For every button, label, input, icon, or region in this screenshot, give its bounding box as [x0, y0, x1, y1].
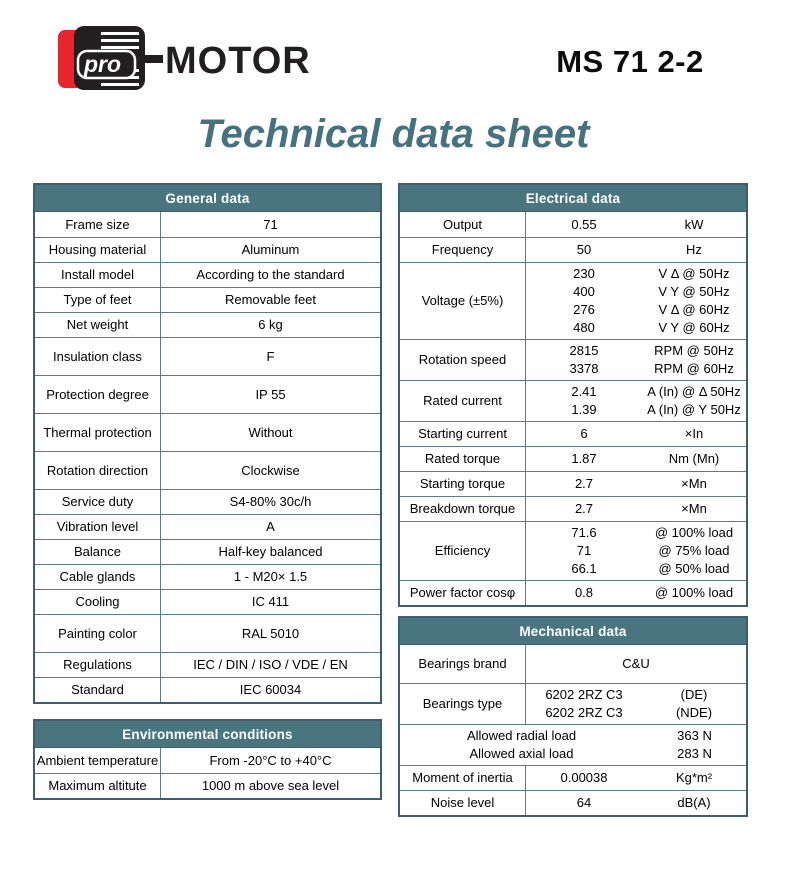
row-label [35, 414, 161, 451]
row-label [35, 338, 161, 375]
cell-line: Clockwise [241, 462, 300, 478]
table-row [35, 614, 380, 652]
environmental-conditions-table-title: Environmental conditions [35, 721, 380, 748]
cell-line: S4-80% 30c/h [229, 494, 312, 509]
row-units [642, 497, 746, 521]
table-row [35, 677, 380, 702]
logo-pro-text: pro [84, 51, 122, 77]
row-value [526, 422, 642, 446]
row-value [161, 490, 380, 514]
table-row [35, 589, 380, 614]
row-units [642, 422, 746, 446]
cell-line: dB(A) [677, 795, 711, 810]
table-row [400, 471, 746, 496]
row-value [161, 515, 380, 539]
row-units [642, 447, 746, 471]
row-label [35, 263, 161, 287]
table-row [35, 539, 380, 564]
cell-line: 71 [263, 216, 278, 232]
cell-line: 71 [576, 543, 592, 558]
cell-line: Bearings brand [418, 656, 507, 671]
cell-line: 6202 2RZ C3 [545, 687, 623, 702]
row-label [35, 590, 161, 614]
cell-line: Ambient temperature [36, 752, 159, 768]
row-value [526, 522, 642, 580]
row-label [400, 238, 526, 262]
row-value [161, 288, 380, 312]
cell-line: Kg*m² [675, 770, 713, 785]
table-row [400, 645, 746, 683]
table-row [35, 237, 380, 262]
row-value [526, 581, 642, 605]
table-row [35, 514, 380, 539]
row-value [526, 645, 746, 683]
row-value [161, 338, 380, 375]
table-row [400, 237, 746, 262]
cell-line: Output [442, 216, 483, 232]
table-row [35, 748, 380, 773]
cell-line: 1.87 [571, 451, 597, 466]
table-row [35, 413, 380, 451]
cell-line: Housing material [48, 242, 147, 257]
cell-line: Bearings type [422, 696, 503, 711]
cell-line: @ 75% load [658, 543, 730, 558]
cell-line: 1.39 [571, 402, 597, 417]
row-label [400, 447, 526, 471]
row-value [161, 653, 380, 677]
row-value [526, 791, 642, 815]
cell-line: 0.8 [574, 585, 594, 600]
page-title: Technical data sheet [197, 112, 590, 156]
row-label [400, 684, 526, 724]
table-row [35, 262, 380, 287]
cell-line: @ 100% load [654, 585, 734, 600]
row-label [35, 238, 161, 262]
row-value [161, 565, 380, 589]
cell-line: 0.00038 [560, 770, 608, 785]
cell-line: Noise level [430, 795, 495, 810]
row-units [642, 472, 746, 496]
general-data-table-title: General data [35, 185, 380, 212]
cell-line: Cable glands [59, 569, 136, 584]
cell-line: 1000 m above sea level [201, 778, 340, 793]
cell-line: Without [248, 424, 293, 440]
row-value [526, 684, 642, 724]
cell-line: Voltage (±5%) [421, 293, 504, 308]
row-value [161, 238, 380, 262]
cell-line: RPM @ 50Hz [654, 343, 734, 358]
row-value [526, 263, 642, 339]
row-units [642, 522, 746, 580]
cell-line: 363 N [677, 728, 712, 743]
row-value [161, 590, 380, 614]
pro-motor-logo [57, 25, 311, 93]
row-label [35, 774, 161, 798]
row-label [400, 581, 526, 605]
cell-line: 6 kg [258, 317, 283, 332]
cell-line: Type of feet [63, 292, 132, 307]
cell-line: Starting torque [419, 476, 506, 491]
cell-line: 6 [580, 426, 588, 441]
table-row [35, 451, 380, 489]
row-label [35, 515, 161, 539]
row-value [161, 678, 380, 702]
general-data-table-body [35, 212, 380, 702]
mechanical-data-table-title: Mechanical data [400, 618, 746, 645]
row-value [161, 376, 380, 413]
table-row [35, 375, 380, 413]
table-row [400, 790, 746, 815]
row-label [400, 766, 526, 790]
table-row [400, 521, 746, 580]
cell-line: Insulation class [53, 348, 142, 364]
electrical-data-table-title: Electrical data [400, 185, 746, 212]
row-value [161, 263, 380, 287]
cell-line: 276 [573, 302, 595, 317]
table-row [35, 489, 380, 514]
cell-line: Protection degree [46, 386, 149, 402]
row-label [400, 522, 526, 580]
cell-line: Frequency [431, 242, 494, 257]
cell-line: V Δ @ 60Hz [658, 302, 730, 317]
row-label [400, 212, 526, 237]
cell-line: IP 55 [255, 386, 286, 402]
row-label [400, 497, 526, 521]
cell-line: Removable feet [224, 292, 317, 307]
cell-line: Standard [71, 682, 124, 697]
cell-line: 6202 2RZ C3 [545, 705, 623, 720]
cell-line: Vibration level [56, 519, 139, 534]
row-value [526, 766, 642, 790]
cell-line: Rotation speed [418, 352, 507, 367]
row-label [35, 748, 161, 773]
row-label [35, 565, 161, 589]
table-row [35, 287, 380, 312]
row-label [400, 422, 526, 446]
cell-line: Balance [74, 544, 121, 559]
row-units [642, 791, 746, 815]
row-label [400, 340, 526, 380]
cell-line: IC 411 [251, 594, 290, 609]
row-label [35, 212, 161, 237]
cell-line: 2.7 [574, 501, 594, 516]
row-units [643, 725, 746, 765]
cell-line: Cooling [75, 594, 120, 609]
cell-line: 3378 [569, 361, 599, 376]
cell-line: Thermal protection [43, 424, 152, 440]
mechanical-data-table-body [400, 645, 746, 815]
row-label [400, 645, 526, 683]
electrical-data-table [398, 183, 748, 607]
row-value [526, 381, 642, 421]
table-row [400, 262, 746, 339]
row-label [400, 381, 526, 421]
cell-line: Breakdown torque [409, 501, 516, 516]
model-number: MS 71 2-2 [556, 44, 704, 79]
row-units [642, 263, 746, 339]
cell-line: Painting color [58, 625, 137, 641]
table-row [35, 312, 380, 337]
cell-line: V Y @ 50Hz [658, 284, 730, 299]
row-label [35, 288, 161, 312]
row-label [35, 376, 161, 413]
cell-line: Nm (Mn) [668, 451, 720, 466]
cell-line: Allowed axial load [469, 746, 574, 761]
row-units [642, 381, 746, 421]
cell-line: 71.6 [571, 525, 597, 540]
row-value [161, 540, 380, 564]
row-label [35, 678, 161, 702]
table-row [400, 765, 746, 790]
mechanical-data-table [398, 616, 748, 817]
row-units [642, 684, 746, 724]
row-label [400, 263, 526, 339]
row-units [642, 212, 746, 237]
cell-line: (NDE) [675, 705, 713, 720]
row-value [161, 313, 380, 337]
cell-line: 2.41 [571, 384, 597, 399]
cell-line: From -20°C to +40°C [209, 752, 332, 768]
table-row [400, 380, 746, 421]
row-value [161, 212, 380, 237]
row-label [400, 791, 526, 815]
row-value [526, 212, 642, 237]
logo-motor-text: MOTOR [165, 39, 311, 82]
row-value [161, 615, 380, 652]
cell-line: A [266, 519, 275, 534]
row-label [35, 490, 161, 514]
row-label [35, 452, 161, 489]
cell-line: IEC 60034 [239, 682, 302, 697]
cell-line: 2.7 [574, 476, 594, 491]
cell-line: 480 [573, 320, 595, 335]
electrical-data-table-body [400, 212, 746, 605]
row-label [400, 472, 526, 496]
cell-line: 283 N [677, 746, 712, 761]
table-row [400, 212, 746, 237]
cell-line: 66.1 [571, 561, 597, 576]
cell-line: Service duty [61, 494, 134, 509]
table-row [35, 773, 380, 798]
cell-line: V Δ @ 50Hz [658, 266, 730, 281]
row-value [526, 238, 642, 262]
cell-line: 2815 [569, 343, 599, 358]
row-value [161, 414, 380, 451]
table-row [35, 212, 380, 237]
row-value [161, 748, 380, 773]
table-row [35, 652, 380, 677]
cell-line: Half-key balanced [218, 544, 323, 559]
cell-line: Starting current [418, 426, 507, 441]
cell-line: Hz [686, 242, 702, 257]
cell-line: Aluminum [241, 242, 300, 257]
cell-line: IEC / DIN / ISO / VDE / EN [193, 657, 348, 672]
environmental-conditions-table [33, 719, 382, 800]
cell-line: @ 50% load [658, 561, 730, 576]
row-value [526, 447, 642, 471]
cell-line: 1 - M20× 1.5 [233, 569, 308, 584]
cell-line: ×In [684, 426, 704, 441]
row-units [642, 581, 746, 605]
cell-line: RPM @ 60Hz [654, 361, 734, 376]
row-units [642, 766, 746, 790]
cell-line: Rated current [423, 393, 502, 408]
row-value [526, 497, 642, 521]
cell-line: C&U [622, 656, 650, 671]
cell-line: Maximum altitute [48, 778, 147, 793]
row-units [642, 340, 746, 380]
row-label [35, 653, 161, 677]
cell-line: Rated torque [424, 451, 501, 466]
cell-line: Efficiency [434, 543, 491, 558]
row-value [161, 452, 380, 489]
cell-line: 0.55 [571, 216, 597, 232]
cell-line: Frame size [65, 216, 130, 232]
row-value [526, 340, 642, 380]
cell-line: A (In) @ Y 50Hz [647, 402, 741, 417]
general-data-table [33, 183, 382, 704]
table-row [400, 580, 746, 605]
row-value [526, 472, 642, 496]
table-row [400, 724, 746, 765]
table-row [400, 339, 746, 380]
cell-line: Regulations [63, 657, 132, 672]
table-row [35, 337, 380, 375]
cell-line: According to the standard [196, 267, 345, 282]
cell-line: F [266, 348, 275, 364]
motor-icon [57, 25, 163, 93]
cell-line: 50 [576, 242, 592, 257]
cell-line: Net weight [66, 317, 129, 332]
cell-line: Power factor cosφ [409, 585, 516, 600]
cell-line: Allowed radial load [466, 728, 577, 743]
row-label [35, 313, 161, 337]
cell-line: (DE) [680, 687, 708, 702]
cell-line: ×Mn [681, 476, 707, 491]
table-row [35, 564, 380, 589]
table-row [400, 496, 746, 521]
row-units [642, 238, 746, 262]
cell-line: V Y @ 60Hz [658, 320, 730, 335]
row-label [35, 540, 161, 564]
table-row [400, 446, 746, 471]
cell-line: Rotation direction [46, 462, 149, 478]
cell-line: A (In) @ Δ 50Hz [647, 384, 741, 399]
row-label [400, 725, 643, 765]
row-label [35, 615, 161, 652]
cell-line: 64 [576, 795, 592, 810]
table-row [400, 421, 746, 446]
cell-line: Moment of inertia [412, 770, 513, 785]
row-value [161, 774, 380, 798]
cell-line: 400 [573, 284, 595, 299]
cell-line: @ 100% load [654, 525, 734, 540]
cell-line: RAL 5010 [241, 625, 300, 641]
cell-line: ×Mn [681, 501, 707, 516]
cell-line: kW [684, 216, 704, 232]
cell-line: 230 [573, 266, 595, 281]
cell-line: Install model [61, 267, 134, 282]
table-row [400, 683, 746, 724]
environmental-conditions-table-body [35, 748, 380, 798]
